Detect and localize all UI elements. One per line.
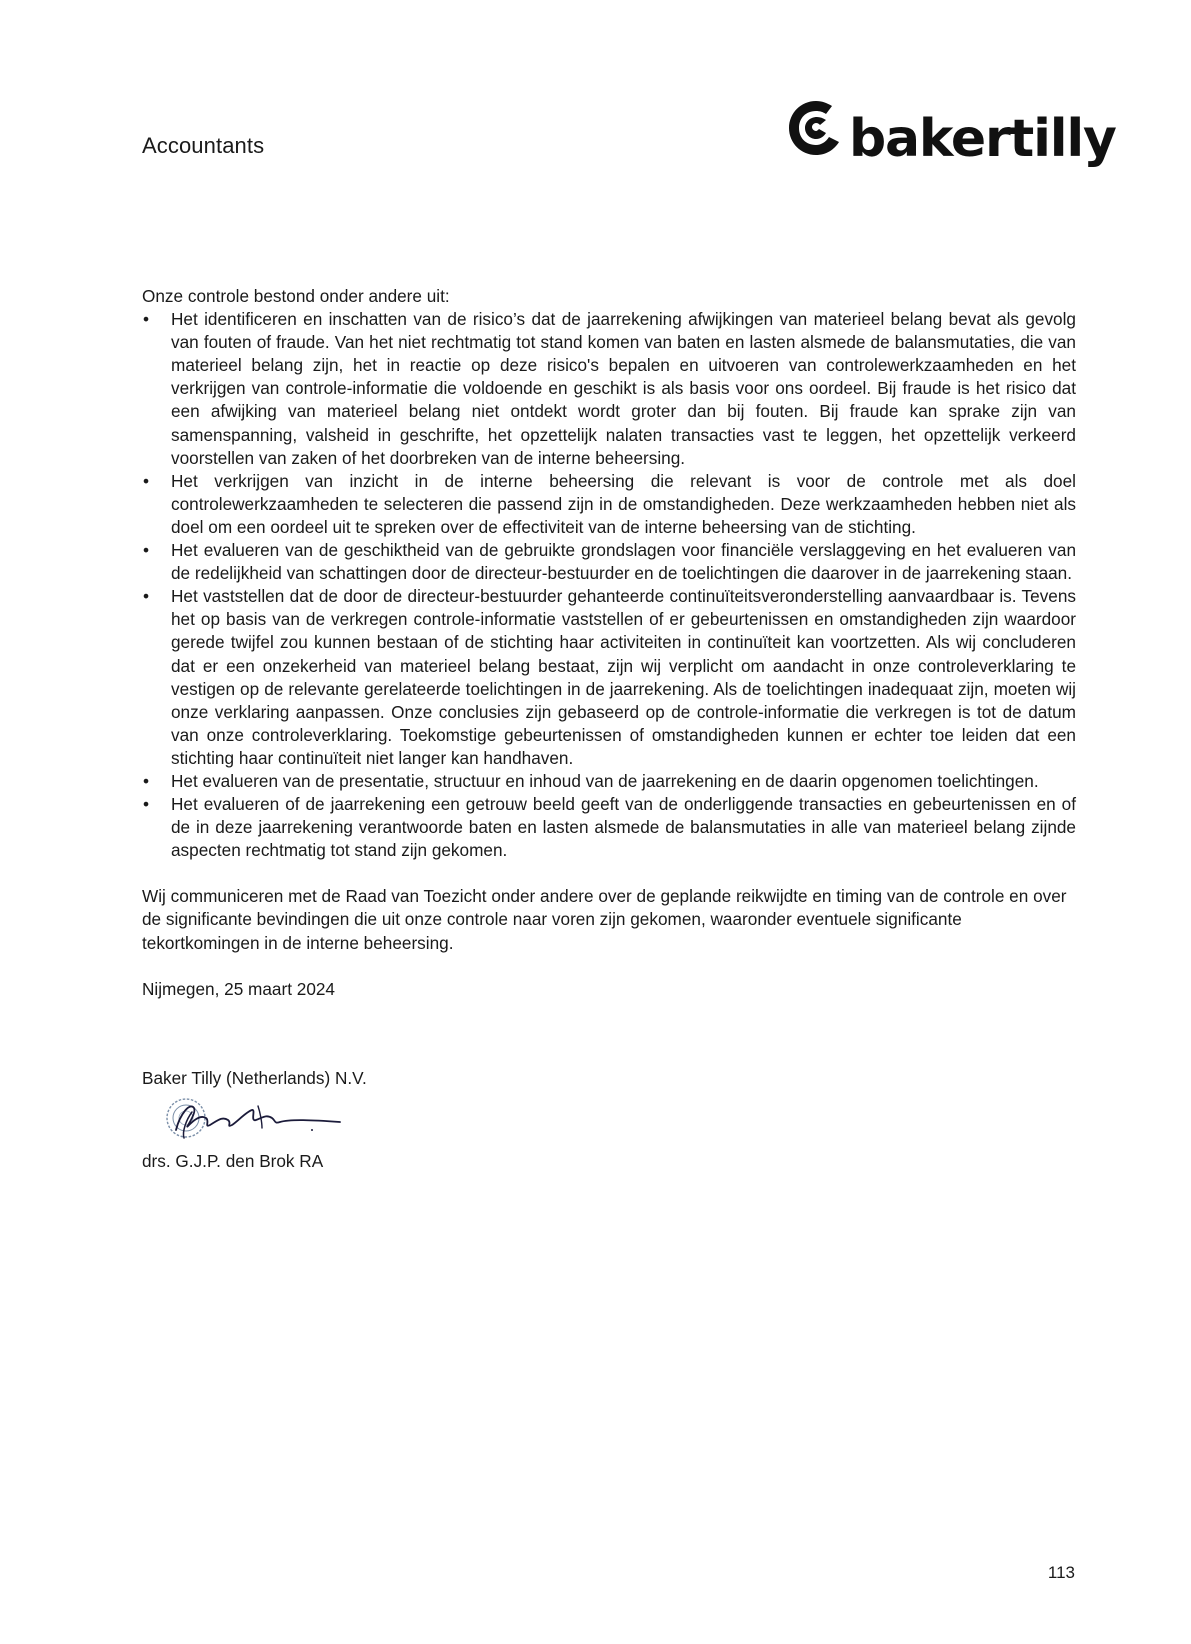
signer-name: drs. G.J.P. den Brok RA — [142, 1150, 324, 1171]
list-item: • Het vaststellen dat de door de directeur-bestuurder gehanteerde continuïteitsveronderstelling aanvaardbaar is. Tevens het op basis van de verkregen controle-informatie vaststellen of er gebeurtenissen en omstandigheden zijn waardoor gerede twijfel zou kunnen bestaan of de stichting haar activiteiten in continuïteit kan voortzetten. Als wij concluderen dat er een onzekerheid van materieel belang bestaat, zijn wij verplicht om aandacht in onze controleverklaring te vestigen op de relevante gerelateerde toelichtingen in de jaarrekening. Als de toelichtingen inadequaat zijn, moeten wij onze verklaring aanpassen. Onze conclusies zijn gebaseerd op de controle-informatie die verkregen is tot de datum van onze controleverklaring. Toekomstige gebeurtenissen of omstandigheden kunnen er echter toe leiden dat een stichting haar continuïteit niet langer kan handhaven. — [142, 585, 1076, 770]
baker-tilly-logo — [785, 93, 1116, 183]
logo-swirl-icon — [785, 97, 847, 159]
logo-wordmark: bakertilly — [849, 109, 1116, 169]
list-item: • Het verkrijgen van inzicht in de interne beheersing die relevant is voor de controle met als doel controlewerkzaamheden te selecteren die passend zijn in de omstandigheden. Deze werkzaamheden hebben niet als doel om een oordeel uit te spreken over de effectiviteit van de interne beheersing van de stichting. — [142, 470, 1076, 539]
place-date: Nijmegen, 25 maart 2024 — [142, 978, 335, 999]
audit-procedures-list — [142, 308, 1076, 862]
list-item: • Het evalueren van de geschiktheid van de gebruikte grondslagen voor financiële verslaggeving en het evalueren van de redelijkheid van schattingen door de directeur-bestuurder en de toelichtingen die daarover in de jaarrekening staan. — [142, 539, 1076, 585]
list-item: • Het evalueren van de presentatie, structuur en inhoud van de jaarrekening en de daarin opgenomen toelichtingen. — [142, 770, 1076, 793]
header-label: Accountants — [142, 133, 265, 158]
list-item: • Het evalueren of de jaarrekening een getrouw beeld geeft van de onderliggende transacties en gebeurtenissen en of de in deze jaarrekening verantwoorde baten en lasten alsmede de balansmutaties in alle van materieel belang zijnde aspecten rechtmatig tot stand zijn gekomen. — [142, 793, 1076, 862]
firm-name: Baker Tilly (Netherlands) N.V. — [142, 1067, 367, 1088]
list-item: • Het identificeren en inschatten van de risico’s dat de jaarrekening afwijkingen van materieel belang bevat als gevolg van fouten of fraude. Van het niet rechtmatig tot stand komen van baten en lasten alsmede de balansmutaties, die van materieel belang zijn, het in reactie op deze risico's bepalen en uitvoeren van controlewerkzaamheden en het verkrijgen van controle-informatie die voldoende en geschikt is als basis voor ons oordeel. Bij fraude is het risico dat een afwijking van materieel belang niet ontdekt wordt groter dan bij fouten. Bij fraude kan sprake zijn van samenspanning, valsheid in geschrifte, het opzettelijk nalaten transacties vast te leggen, het opzettelijk verkeerd voorstellen van zaken of het doorbreken van de interne beheersing. — [142, 308, 1076, 470]
signature-image — [162, 1092, 362, 1144]
intro-text: Onze controle bestond onder andere uit: — [142, 286, 450, 306]
communication-paragraph: Wij communiceren met de Raad van Toezicht onder andere over de geplande reikwijdte en timing van de controle en over de significante bevindingen die uit onze controle naar voren zijn gekomen, waaronder eventuele significante tekortkomingen in de interne beheersing. — [142, 886, 1067, 953]
page-number: 113 — [1047, 1563, 1075, 1582]
report-body — [142, 285, 1076, 1173]
